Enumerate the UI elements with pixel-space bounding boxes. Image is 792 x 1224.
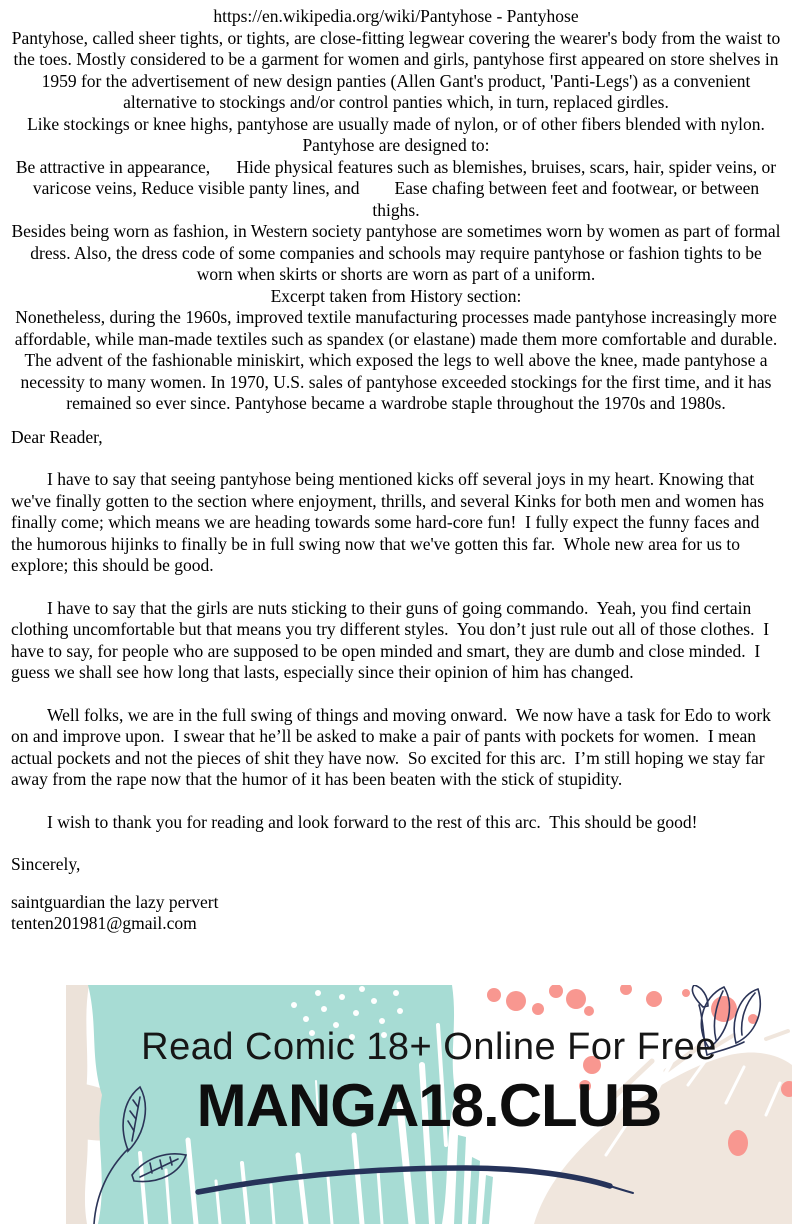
letter-paragraph: I have to say that the girls are nuts sticking to their guns of going commando. Yeah, you find certain clothing uncomfortable but that means you try different styles. You don’t just rule out all of those clothes. I have to say, for people who are supposed to be open minded and smart, they are dumb and close minded. I guess we shall see how long that lasts, especially since their opinion of him has changed. — [11, 597, 774, 682]
wiki-paragraph: Pantyhose are designed to: — [302, 135, 490, 155]
banner-site-name[interactable]: MANGA18.CLUB — [196, 1072, 662, 1139]
source-url-line: https://en.wikipedia.org/wiki/Pantyhose - Pantyhose — [213, 6, 579, 26]
banner-tagline[interactable]: Read Comic 18+ Online For Free — [141, 1026, 717, 1068]
manga18-promo-banner[interactable] — [66, 985, 792, 1224]
letter-paragraph: I have to say that seeing pantyhose being mentioned kicks off several joys in my heart. Knowing that we've finally gotten to the section where enjoyment, thrills, and several Kinks for both men and women has finally come; which means we are heading towards some hard-core fun! I fully expect the funny faces and the humorous hijinks to finally be in full swing now that we've gotten this far. Whole new area for us to explore; this should be good. — [11, 469, 769, 575]
reader-letter — [11, 427, 781, 935]
wiki-paragraph: Excerpt taken from History section: — [270, 285, 522, 306]
letter-paragraph: I wish to thank you for reading and look forward to the rest of this arc. This should be good! — [47, 811, 698, 832]
signature-block — [11, 892, 781, 935]
signature-email: tenten201981@gmail.com — [11, 913, 197, 933]
letter-salutation: Dear Reader, — [11, 426, 103, 447]
letter-paragraph: Well folks, we are in the full swing of things and moving onward. We now have a task for Edo to work on and improve upon. I swear that he’ll be asked to make a pair of pants with pockets for women. I mean actual pockets and not the pieces of shit they have now. So excited for this arc. I’m still hoping we stay far away from the rape now that the humor of it has been beaten with the stick of stupidity. — [11, 704, 776, 789]
letter-closing: Sincerely, — [11, 854, 81, 874]
wiki-paragraph: Nonetheless, during the 1960s, improved textile manufacturing processes made pantyhose increasingly more affordable, while man-made textiles such as spandex (or elastane) made them more comfortable and durable. The advent of the fashionable miniskirt, which exposed the legs to well above the knee, made pantyhose a necessity to many women. In 1970, U.S. sales of pantyhose exceeded stockings for the first time, and it has remained so ever since. Pantyhose became a wardrobe staple throughout the 1970s and 1980s. — [14, 307, 782, 413]
wiki-paragraph: Be attractive in appearance, Hide physical features such as blemishes, bruises, scars, hair, spider veins, or varicose veins, Reduce visible panty lines, and Ease chafing between feet and footwear, or between thighs. — [15, 156, 781, 220]
wiki-paragraph: Pantyhose, called sheer tights, or tights, are close-fitting legwear covering the wearer's body from the waist to the toes. Mostly considered to be a garment for women and girls, pantyhose first appeared on store shelves in 1959 for the advertisement of new design panties (Allen Gant's product, 'Panti-Legs') as a convenient alternative to stockings and/or control panties which, in turn, replaced girdles. — [11, 27, 785, 112]
wiki-excerpt — [11, 6, 785, 415]
wiki-paragraph: Besides being worn as fashion, in Western society pantyhose are sometimes worn by women as part of formal dress. Also, the dress code of some companies and schools may require pantyhose or fashion tights to be worn when skirts or shorts are worn as part of a uniform. — [11, 221, 785, 284]
signature-name: saintguardian the lazy pervert — [11, 891, 219, 912]
wiki-paragraph: Like stockings or knee highs, pantyhose are usually made of nylon, or of other fibers blended with nylon. — [27, 113, 765, 134]
